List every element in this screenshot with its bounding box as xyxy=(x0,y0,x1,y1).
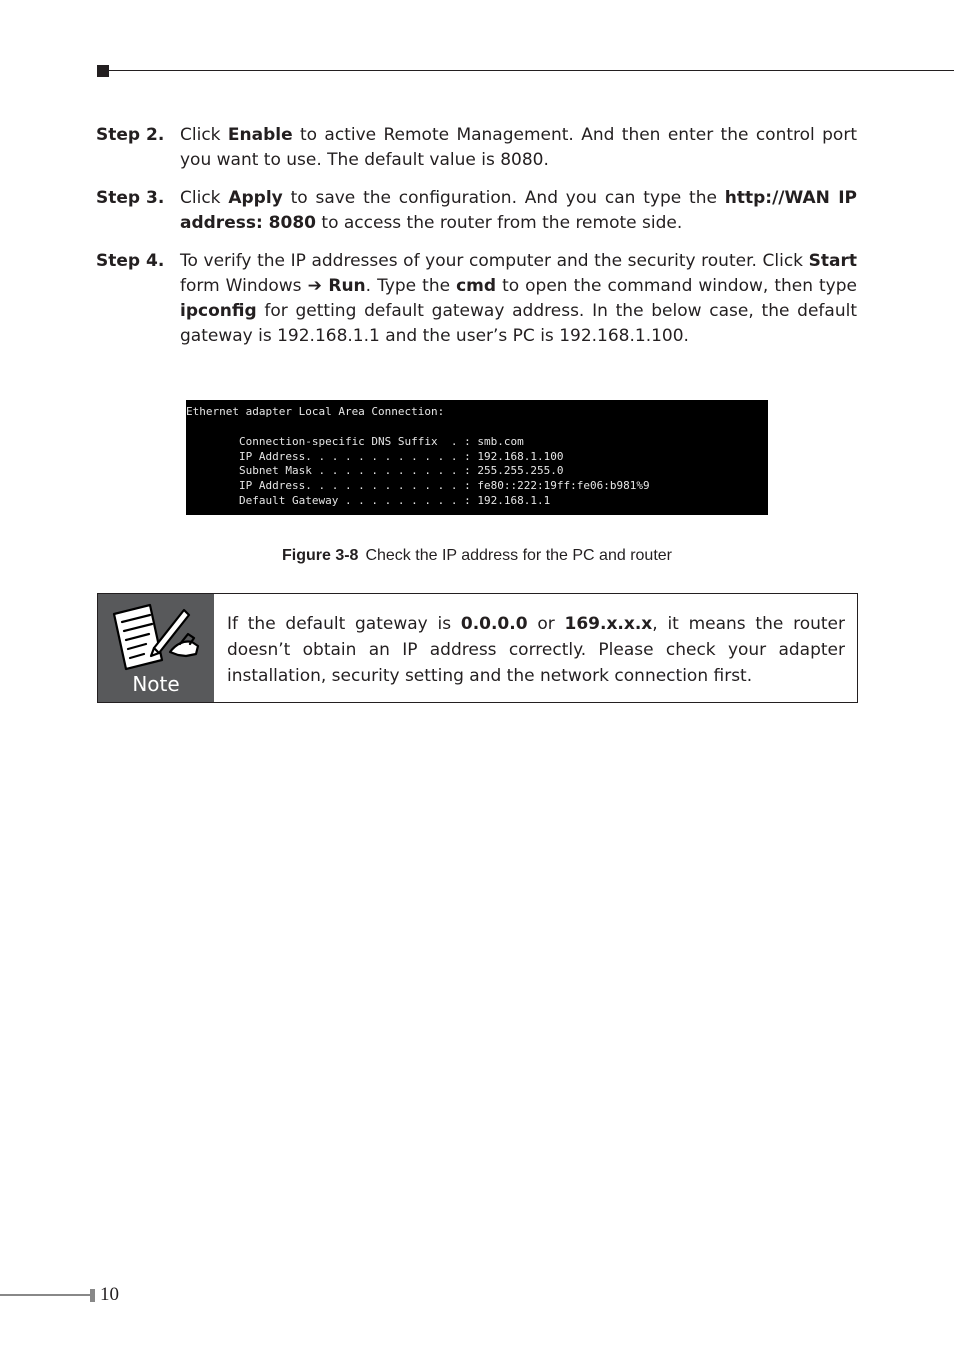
console-line: IP Address. . . . . . . . . . . . : fe80::222:19ff:fe06:b981%9 xyxy=(186,479,650,492)
console-line: IP Address. . . . . . . . . . . . : 192.168.1.100 xyxy=(186,450,564,463)
figure-caption-text: Check the IP address for the PC and router xyxy=(365,547,672,564)
figure-label: Figure 3-8 xyxy=(281,547,359,564)
console-line: Subnet Mask . . . . . . . . . . . : 255.255.255.0 xyxy=(186,464,564,477)
console-line: Default Gateway . . . . . . . . . : 192.168.1.1 xyxy=(186,494,551,507)
step-label: Step 3. xyxy=(96,188,165,208)
page-number: 10 xyxy=(100,1284,119,1305)
step-item xyxy=(96,123,857,173)
step-item xyxy=(96,186,857,236)
step-label: Step 4. xyxy=(96,251,165,271)
step-item xyxy=(96,249,857,349)
footer-rule-marker xyxy=(90,1289,95,1302)
step-text: Click Enable to active Remote Management. And then enter the control port you want to use. The default value is 8080. xyxy=(180,125,857,170)
ipconfig-console-screenshot xyxy=(186,400,768,515)
note-text: If the default gateway is 0.0.0.0 or 169.x.x.x, it means the router doesn’t obtain an IP address correctly. Please check your adapter installation, security setting and the network connection first. xyxy=(227,614,846,686)
note-label: Note xyxy=(132,672,180,696)
note-icon-panel xyxy=(98,594,214,702)
footer-rule xyxy=(0,1294,90,1296)
note-box xyxy=(97,593,858,703)
step-text: To verify the IP addresses of your computer and the security router. Click Start form Windows ➔ Run. Type the cmd to open the command window, then type ipconfig for getting default gateway address. In the below case, the default gateway is 192.168.1.1 and the user’s PC is 192.168.1.100. xyxy=(180,251,857,346)
step-text: Click Apply to save the configuration. And you can type the http://WAN IP address: 8080 to access the router from the remote side. xyxy=(180,188,858,233)
console-line: Connection-specific DNS Suffix . : smb.com xyxy=(186,435,524,448)
figure-caption xyxy=(0,547,954,565)
header-rule xyxy=(109,70,954,71)
step-label: Step 2. xyxy=(96,125,165,145)
console-line: Ethernet adapter Local Area Connection: xyxy=(186,405,445,418)
header-rule-marker xyxy=(97,65,109,77)
note-pen-icon xyxy=(110,600,202,672)
step-list xyxy=(96,123,857,362)
